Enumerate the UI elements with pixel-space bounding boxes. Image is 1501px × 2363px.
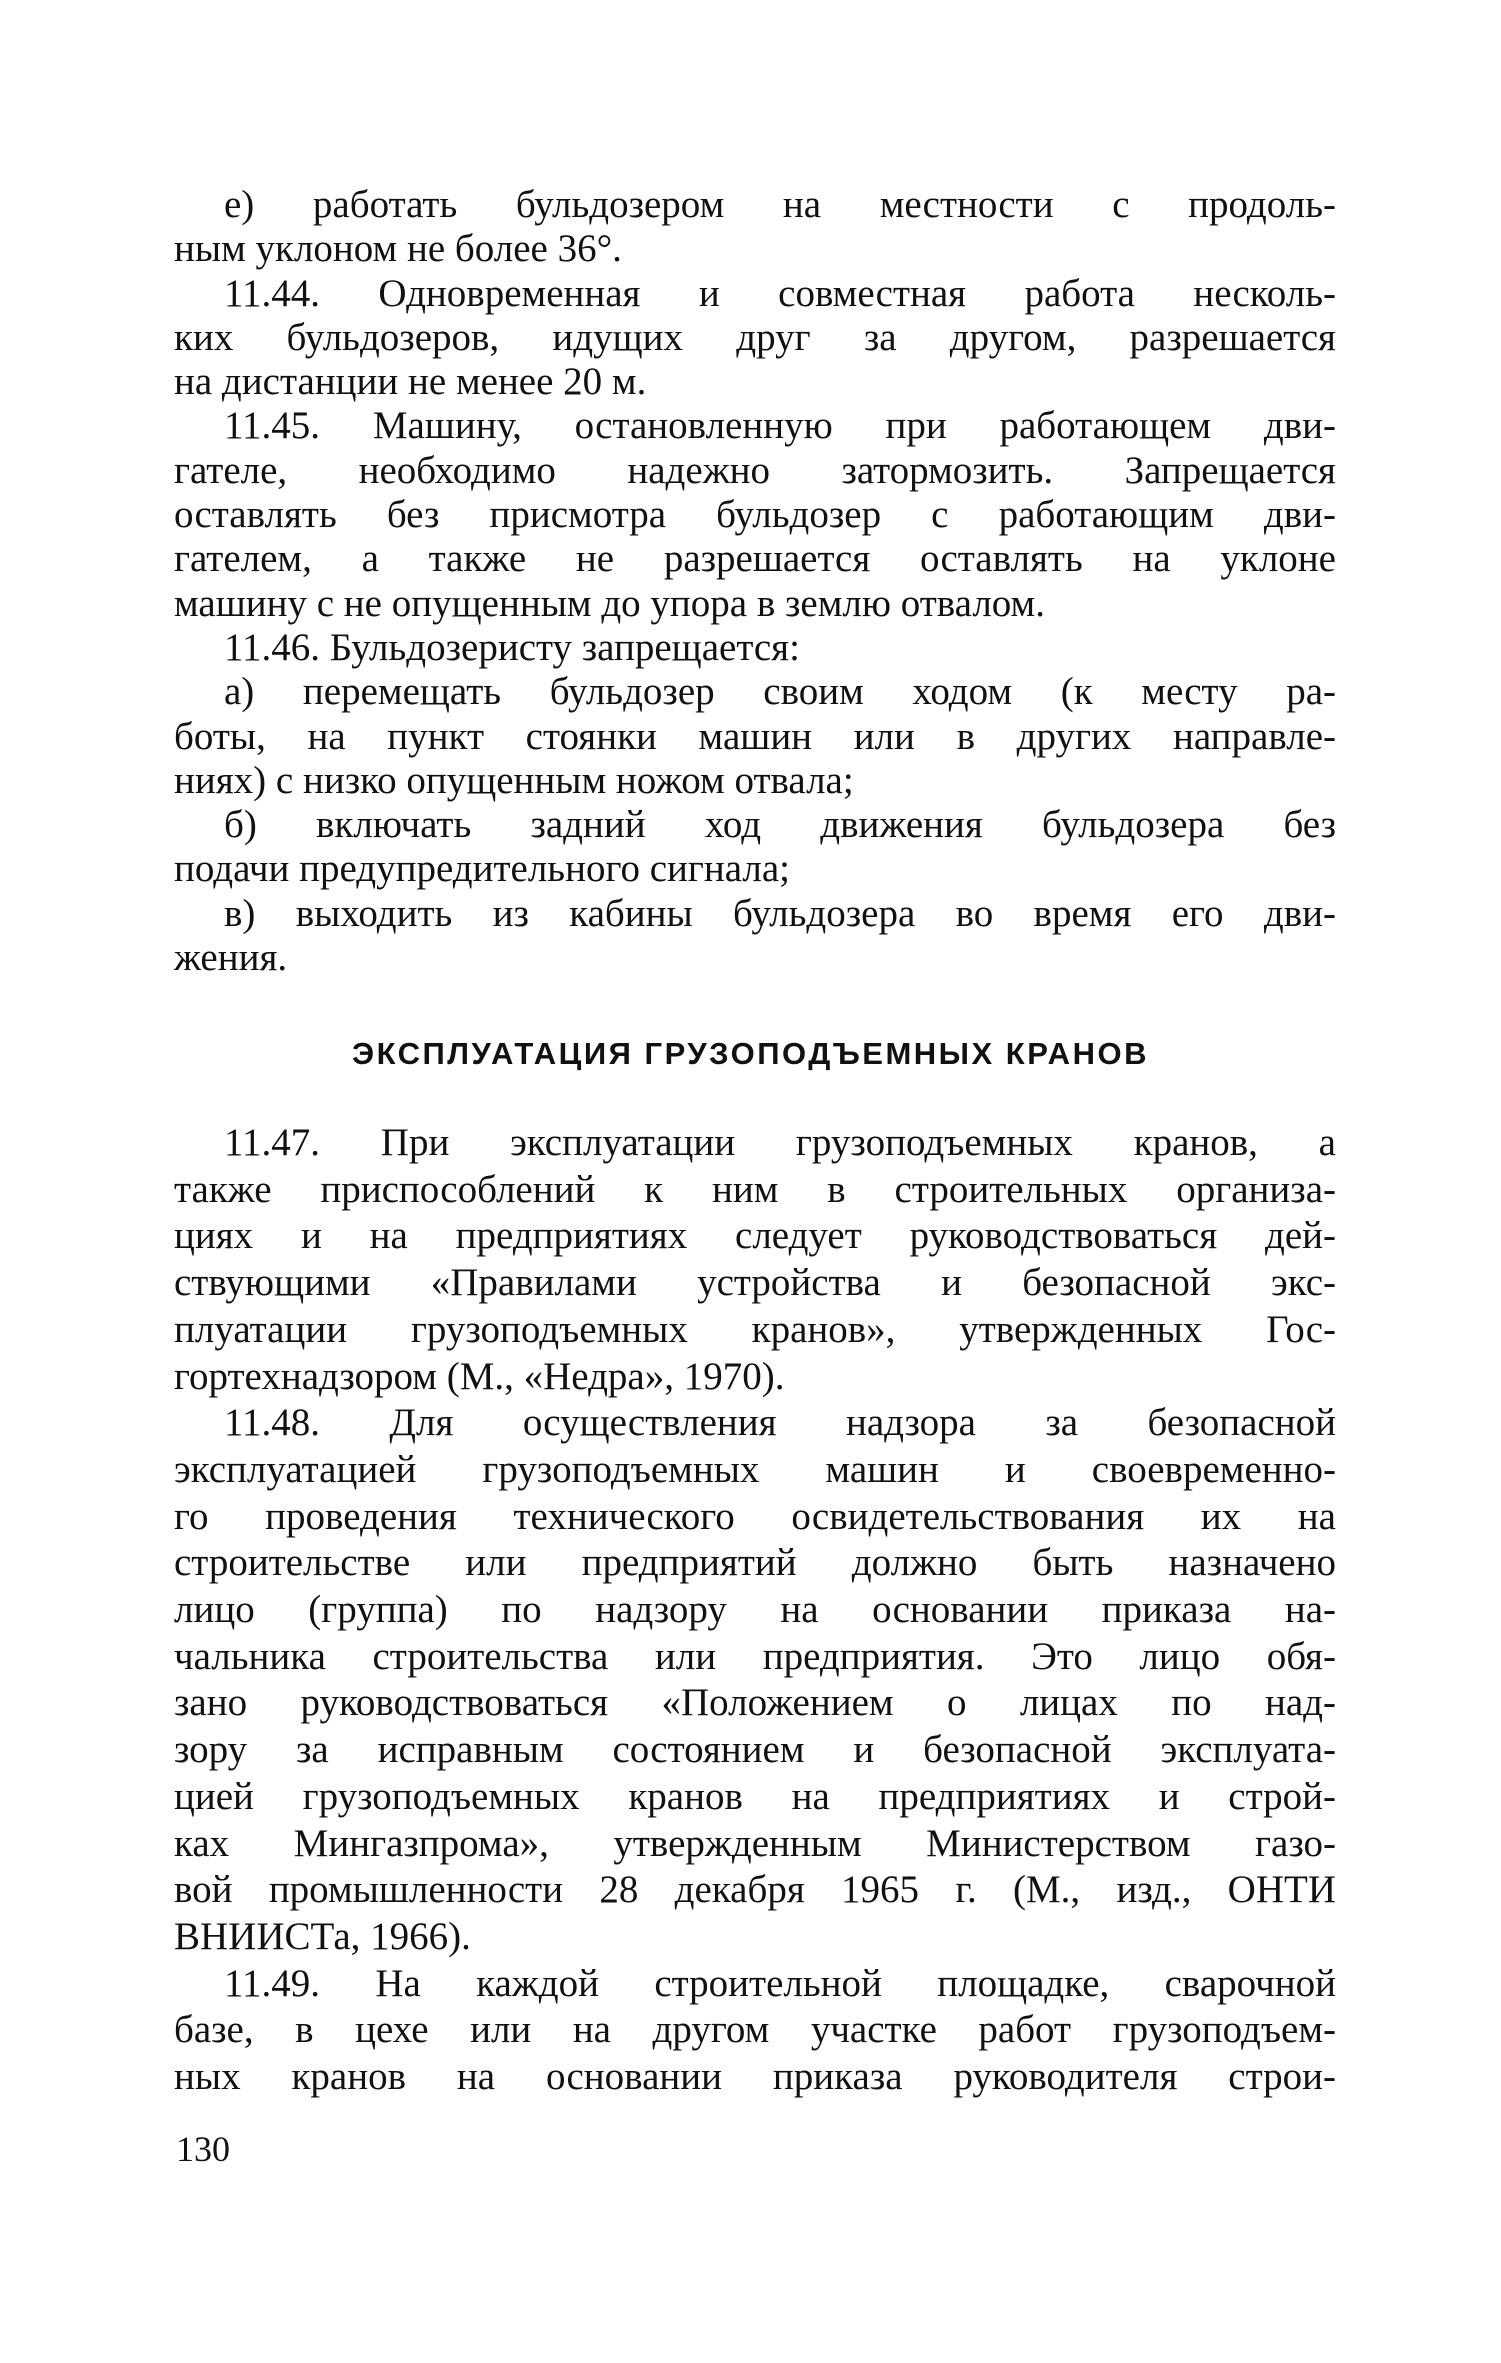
paragraph: [174, 183, 1336, 272]
text-line: циях и на предприятиях следует руководствоваться дей-: [174, 1214, 1336, 1258]
text-line: 11.48. Для осуществления надзора за безопасной: [224, 1401, 1336, 1445]
text-line: гателе, необходимо надежно затормозить. Запрещается: [174, 448, 1336, 492]
paragraph: [174, 1400, 1336, 1960]
text-line: ниях) с низко опущенным ножом отвала;: [174, 758, 854, 802]
text-line: ВНИИСТа, 1966).: [174, 1914, 471, 1958]
text-line: лицо (группа) по надзору на основании приказа на-: [174, 1588, 1336, 1632]
text-line: плуатации грузоподъемных кранов», утвержденных Гос-: [174, 1307, 1336, 1351]
text-line: е) работать бульдозером на местности с продоль-: [224, 183, 1336, 226]
text-line: 11.44. Одновременная и совместная работа несколь-: [224, 271, 1336, 315]
page-number: 130: [176, 2129, 230, 2169]
section-heading: ЭКСПЛУАТАЦИЯ ГРУЗОПОДЪЕМНЫХ КРАНОВ: [352, 1036, 1149, 1071]
paragraph: [174, 670, 1336, 803]
text-line: оставлять без присмотра бульдозер с работающим дви-: [174, 493, 1336, 537]
paragraph: [174, 404, 1336, 625]
text-line: 11.45. Машину, остановленную при работающем дви-: [224, 404, 1336, 448]
text-line: цией грузоподъемных кранов на предприятиях и строй-: [174, 1774, 1336, 1818]
paragraph: [174, 626, 1336, 670]
text-line: зору за исправным состоянием и безопасной эксплуата-: [174, 1728, 1336, 1772]
paragraph: [174, 272, 1336, 405]
text-block-cranes: [174, 1120, 1336, 2101]
text-line: гортехнадзором (М., «Недра», 1970).: [174, 1354, 785, 1398]
text-line: 11.49. На каждой строительной площадке, сварочной: [224, 1961, 1336, 2005]
text-line: ных кранов на основании приказа руководителя строи-: [174, 2055, 1336, 2099]
text-line: эксплуатацией грузоподъемных машин и своевременно-: [174, 1447, 1336, 1491]
text-line: подачи предупредительного сигнала;: [174, 847, 791, 891]
text-line: на дистанции не менее 20 м.: [174, 360, 647, 404]
text-line: боты, на пункт стоянки машин или в других направле-: [174, 714, 1336, 758]
text-line: 11.46. Бульдозеристу запрещается:: [224, 625, 800, 669]
text-line: машину с не опущенным до упора в землю отвалом.: [174, 581, 1045, 625]
text-line: базе, в цехе или на другом участке работ грузоподъем-: [174, 2008, 1336, 2052]
paragraph: [174, 803, 1336, 892]
text-line: ствующими «Правилами устройства и безопасной экс-: [174, 1261, 1336, 1305]
text-line: также приспособлений к ним в строительных организа-: [174, 1167, 1336, 1211]
text-line: ких бульдозеров, идущих друг за другом, разрешается: [174, 315, 1336, 359]
paragraph: [174, 1120, 1336, 1400]
text-line: гателем, а также не разрешается оставлять на уклоне: [174, 537, 1336, 581]
text-line: ках Мингазпрома», утвержденным Министерством газо-: [174, 1821, 1336, 1865]
text-line: вой промышленности 28 декабря 1965 г. (М., изд., ОНТИ: [174, 1868, 1336, 1912]
text-line: жения.: [174, 936, 288, 980]
text-line: ным уклоном не более 36°.: [174, 227, 622, 271]
text-line: б) включать задний ход движения бульдозера без: [224, 803, 1336, 847]
text-line: в) выходить из кабины бульдозера во время его дви-: [224, 891, 1336, 935]
text-line: чальника строительства или предприятия. Это лицо обя-: [174, 1634, 1336, 1678]
text-line: строительстве или предприятий должно быть назначено: [174, 1541, 1336, 1585]
text-line: 11.47. При эксплуатации грузоподъемных кранов, а: [224, 1121, 1336, 1164]
paragraph: [174, 892, 1336, 981]
text-block-bulldozers: [174, 183, 1336, 980]
text-line: го проведения технического освидетельствования их на: [174, 1494, 1336, 1538]
text-line: зано руководствоваться «Положением о лицах по над-: [174, 1681, 1336, 1725]
paragraph: [174, 1961, 1336, 2101]
text-line: а) перемещать бульдозер своим ходом (к месту ра-: [224, 670, 1336, 714]
